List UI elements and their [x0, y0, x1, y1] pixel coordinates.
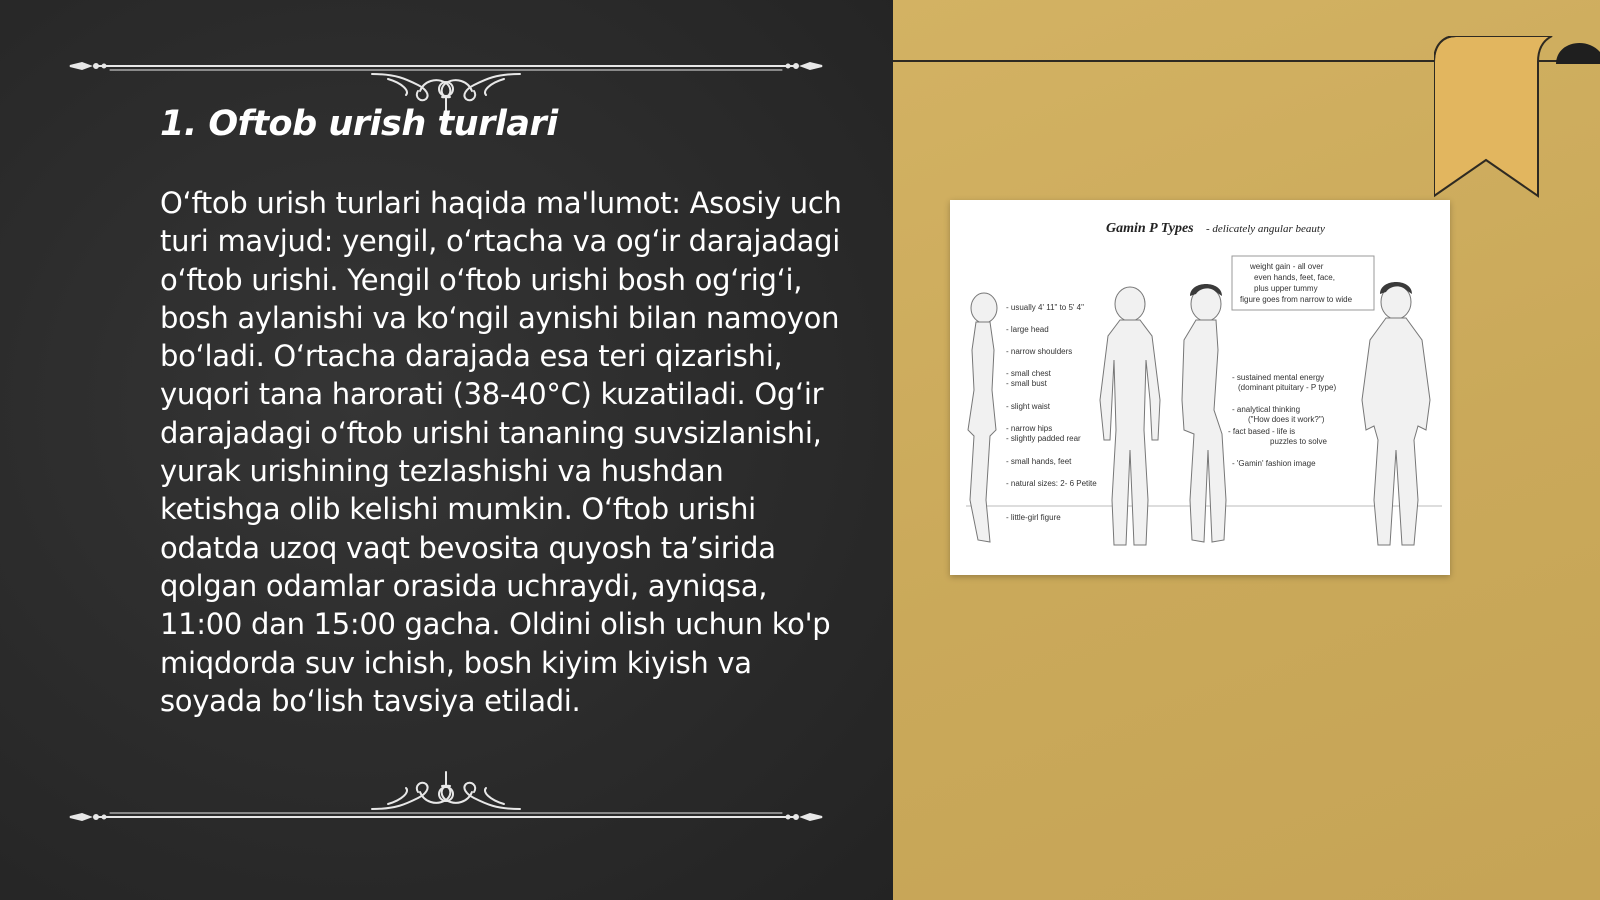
right-label: - 'Gamin' fashion image — [1232, 459, 1316, 468]
right-label: - analytical thinking — [1232, 405, 1301, 414]
box-line: even hands, feet, face, — [1254, 273, 1335, 282]
right-label: puzzles to solve — [1270, 437, 1327, 446]
slide-title: 1. Oftob urish turlari — [160, 104, 558, 144]
right-label: ("How does it work?") — [1248, 415, 1325, 424]
left-label: - little-girl figure — [1006, 513, 1061, 522]
right-label: - sustained mental energy — [1232, 373, 1325, 382]
left-label: - narrow shoulders — [1006, 347, 1073, 356]
left-label: - small hands, feet — [1006, 457, 1072, 466]
ornament-bottom-icon — [66, 768, 826, 828]
left-label: - usually 4' 11" to 5' 4" — [1006, 303, 1084, 312]
bookmark-ribbon-icon — [1434, 36, 1600, 206]
right-label: (dominant pituitary - P type) — [1238, 383, 1337, 392]
box-line: plus upper tummy — [1254, 284, 1318, 293]
figure-title: Gamin P Types — [1106, 221, 1194, 236]
left-label: - small bust — [1006, 379, 1047, 388]
body-paragraph: O‘ftob urish turlari haqida ma'lumot: Asosiy uch turi mavjud: yengil, o‘rtacha va og‘ir darajadagi o‘ftob urishi. Yengil o‘ftob urishi bosh og‘rig‘i, bosh aylanishi va ko‘ngil aynishi bilan namoyon bo‘ladi. O‘rtacha darajada esa teri qizarishi, yuqori tana harorati (38-40°C) kuzatiladi. Og‘ir darajadagi o‘ftob urishi tananing suvsizlanishi, yurak urishining tezlashishi va hushdan ketishga olib kelishi mumkin. O‘ftob urishi odatda uzoq vaqt bevosita quyosh ta’sirida qolgan odamlar orasida uchraydi, ayniqsa, 11:00 dan 15:00 gacha. Oldini olish uchun ko'p miqdorda suv ichish, bosh kiyim kiyish va soyada bo‘lish tavsiya etiladi. — [160, 186, 842, 718]
box-line: figure goes from narrow to wide — [1240, 295, 1353, 304]
left-label: - small chest — [1006, 369, 1051, 378]
left-label: - large head — [1006, 325, 1049, 334]
left-label: - natural sizes: 2- 6 Petite — [1006, 479, 1097, 488]
left-label: - narrow hips — [1006, 424, 1053, 433]
left-label: - slightly padded rear — [1006, 434, 1081, 443]
body-types-illustration — [950, 200, 1450, 575]
box-line: weight gain - all over — [1250, 262, 1324, 271]
right-label: - fact based - life is — [1228, 427, 1296, 436]
figure-subtitle: - delicately angular beauty — [1206, 223, 1325, 235]
left-label: - slight waist — [1006, 402, 1051, 411]
